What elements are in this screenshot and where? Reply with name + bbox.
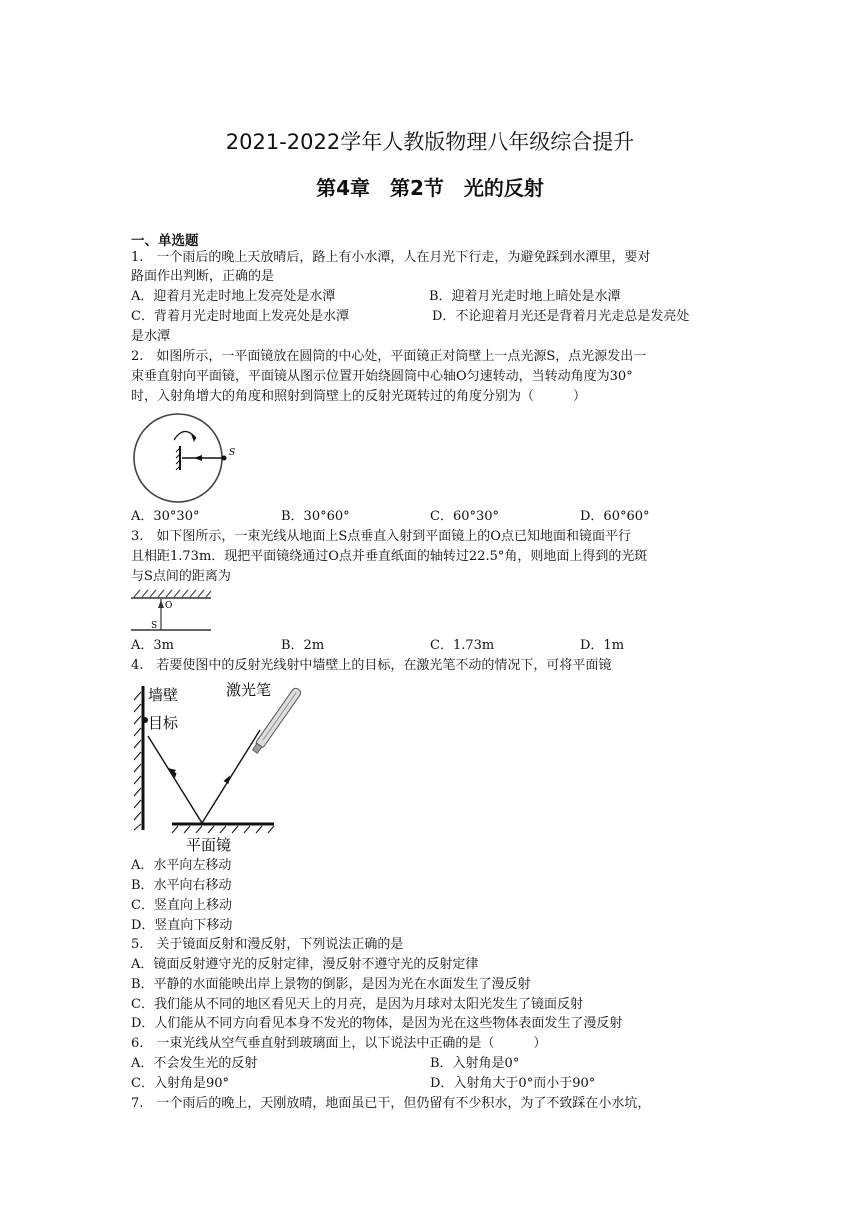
q2-cylinder-figure [132, 410, 240, 508]
q1-stem-line2: 路面作出判断，正确的是 [131, 269, 275, 284]
q2-option-d: D．60°60° [580, 509, 650, 524]
q4-stem-line1: 4. 若要使图中的反射光线射中墙壁上的目标，在激光笔不动的情况下，可将平面镜 [131, 658, 612, 673]
q4-option-d: D．竖直向下移动 [131, 918, 233, 933]
q6-stem-line1: 6. 一束光线从空气垂直射到玻璃面上，以下说法中正确的是（ ） [131, 1036, 547, 1051]
q4-option-b: B．水平向右移动 [131, 878, 232, 893]
q3-option-c: C．1.73m [430, 638, 495, 653]
q4-fig-label-target: 目标 [148, 714, 179, 732]
q4-fig-label-laser: 激光笔 [226, 681, 272, 699]
q2-fig-label-s: S [229, 448, 236, 458]
q4-fig-label-wall: 墙壁 [148, 686, 179, 704]
q3-stem-line2: 且相距1.73m．现把平面镜绕通过O点并垂直纸面的轴转过22.5°角，则地面上得到的光斑 [131, 549, 648, 564]
section-heading: 一、单选题 [131, 233, 199, 249]
q6-option-a: A．不会发生光的反射 [131, 1056, 258, 1071]
q2-option-b: B．30°60° [281, 509, 350, 524]
q1-option-d-cont: 是水潭 [131, 329, 171, 344]
q1-option-b: B．迎着月光走时地上暗处是水潭 [429, 289, 621, 304]
q2-stem-line2: 束垂直射向平面镜，平面镜从图示位置开始绕圆筒中心轴O匀速转动，当转动角度为30° [131, 369, 633, 384]
q5-option-c: C．我们能从不同的地区看见天上的月亮，是因为月球对太阳光发生了镜面反射 [131, 997, 583, 1012]
q2-stem-line3: 时，入射角增大的角度和照射到筒壁上的反射光斑转过的角度分别为（ ） [131, 389, 587, 404]
q4-fig-label-mirror: 平面镜 [186, 836, 232, 854]
q3-option-b: B．2m [281, 638, 325, 653]
q3-option-d: D．1m [580, 638, 625, 653]
q1-stem-line1: 1. 一个雨后的晚上天放晴后，路上有小水潭，人在月光下行走，为避免踩到水潭里，要对 [131, 250, 651, 265]
q2-option-a: A．30°30° [131, 509, 200, 524]
q3-option-a: A．3m [131, 638, 174, 653]
q2-option-c: C．60°30° [430, 509, 500, 524]
q1-option-d: D．不论迎着月光还是背着月光走总是发亮处 [432, 309, 690, 324]
q3-fig-label-o: O [165, 601, 173, 611]
q7-stem-line1: 7. 一个雨后的晚上，天刚放晴，地面虽已干，但仍留有不少积水，为了不致踩在小水坑， [131, 1096, 651, 1111]
q4-option-a: A．水平向左移动 [131, 858, 232, 873]
q6-option-d: D．入射角大于0°而小于90° [430, 1076, 596, 1091]
q1-option-c: C．背着月光走时地面上发亮处是水潭 [131, 309, 349, 324]
q2-stem-line1: 2. 如图所示，一平面镜放在圆筒的中心处，平面镜正对筒壁上一点光源S，点光源发出一 [131, 349, 647, 364]
q4-laser-mirror-figure [130, 678, 310, 856]
q4-option-c: C．竖直向上移动 [131, 898, 232, 913]
q5-option-a: A．镜面反射遵守光的反射定律，漫反射不遵守光的反射定律 [131, 957, 479, 972]
q5-option-b: B．平静的水面能映出岸上景物的倒影，是因为光在水面发生了漫反射 [131, 977, 531, 992]
q3-stem-line3: 与S点间的距离为 [131, 569, 231, 584]
q5-option-d: D．人们能从不同方向看见本身不发光的物体，是因为光在这些物体表面发生了漫反射 [131, 1016, 623, 1031]
q3-mirror-floor-figure [131, 588, 213, 634]
q5-stem-line1: 5. 关于镜面反射和漫反射，下列说法正确的是 [131, 937, 404, 952]
q1-option-a: A．迎着月光走时地上发亮处是水潭 [131, 289, 336, 304]
document-title: 2021-2022学年人教版物理八年级综合提升 [225, 130, 635, 154]
q6-option-c: C．入射角是90° [131, 1076, 229, 1091]
chapter-title: 第4章 第2节 光的反射 [316, 176, 544, 200]
q3-stem-line1: 3. 如下图所示，一束光线从地面上S点垂直入射到平面镜上的O点已知地面和镜面平行 [131, 529, 631, 544]
q3-fig-label-s: S [151, 621, 158, 631]
q6-option-b: B．入射角是0° [430, 1056, 520, 1071]
